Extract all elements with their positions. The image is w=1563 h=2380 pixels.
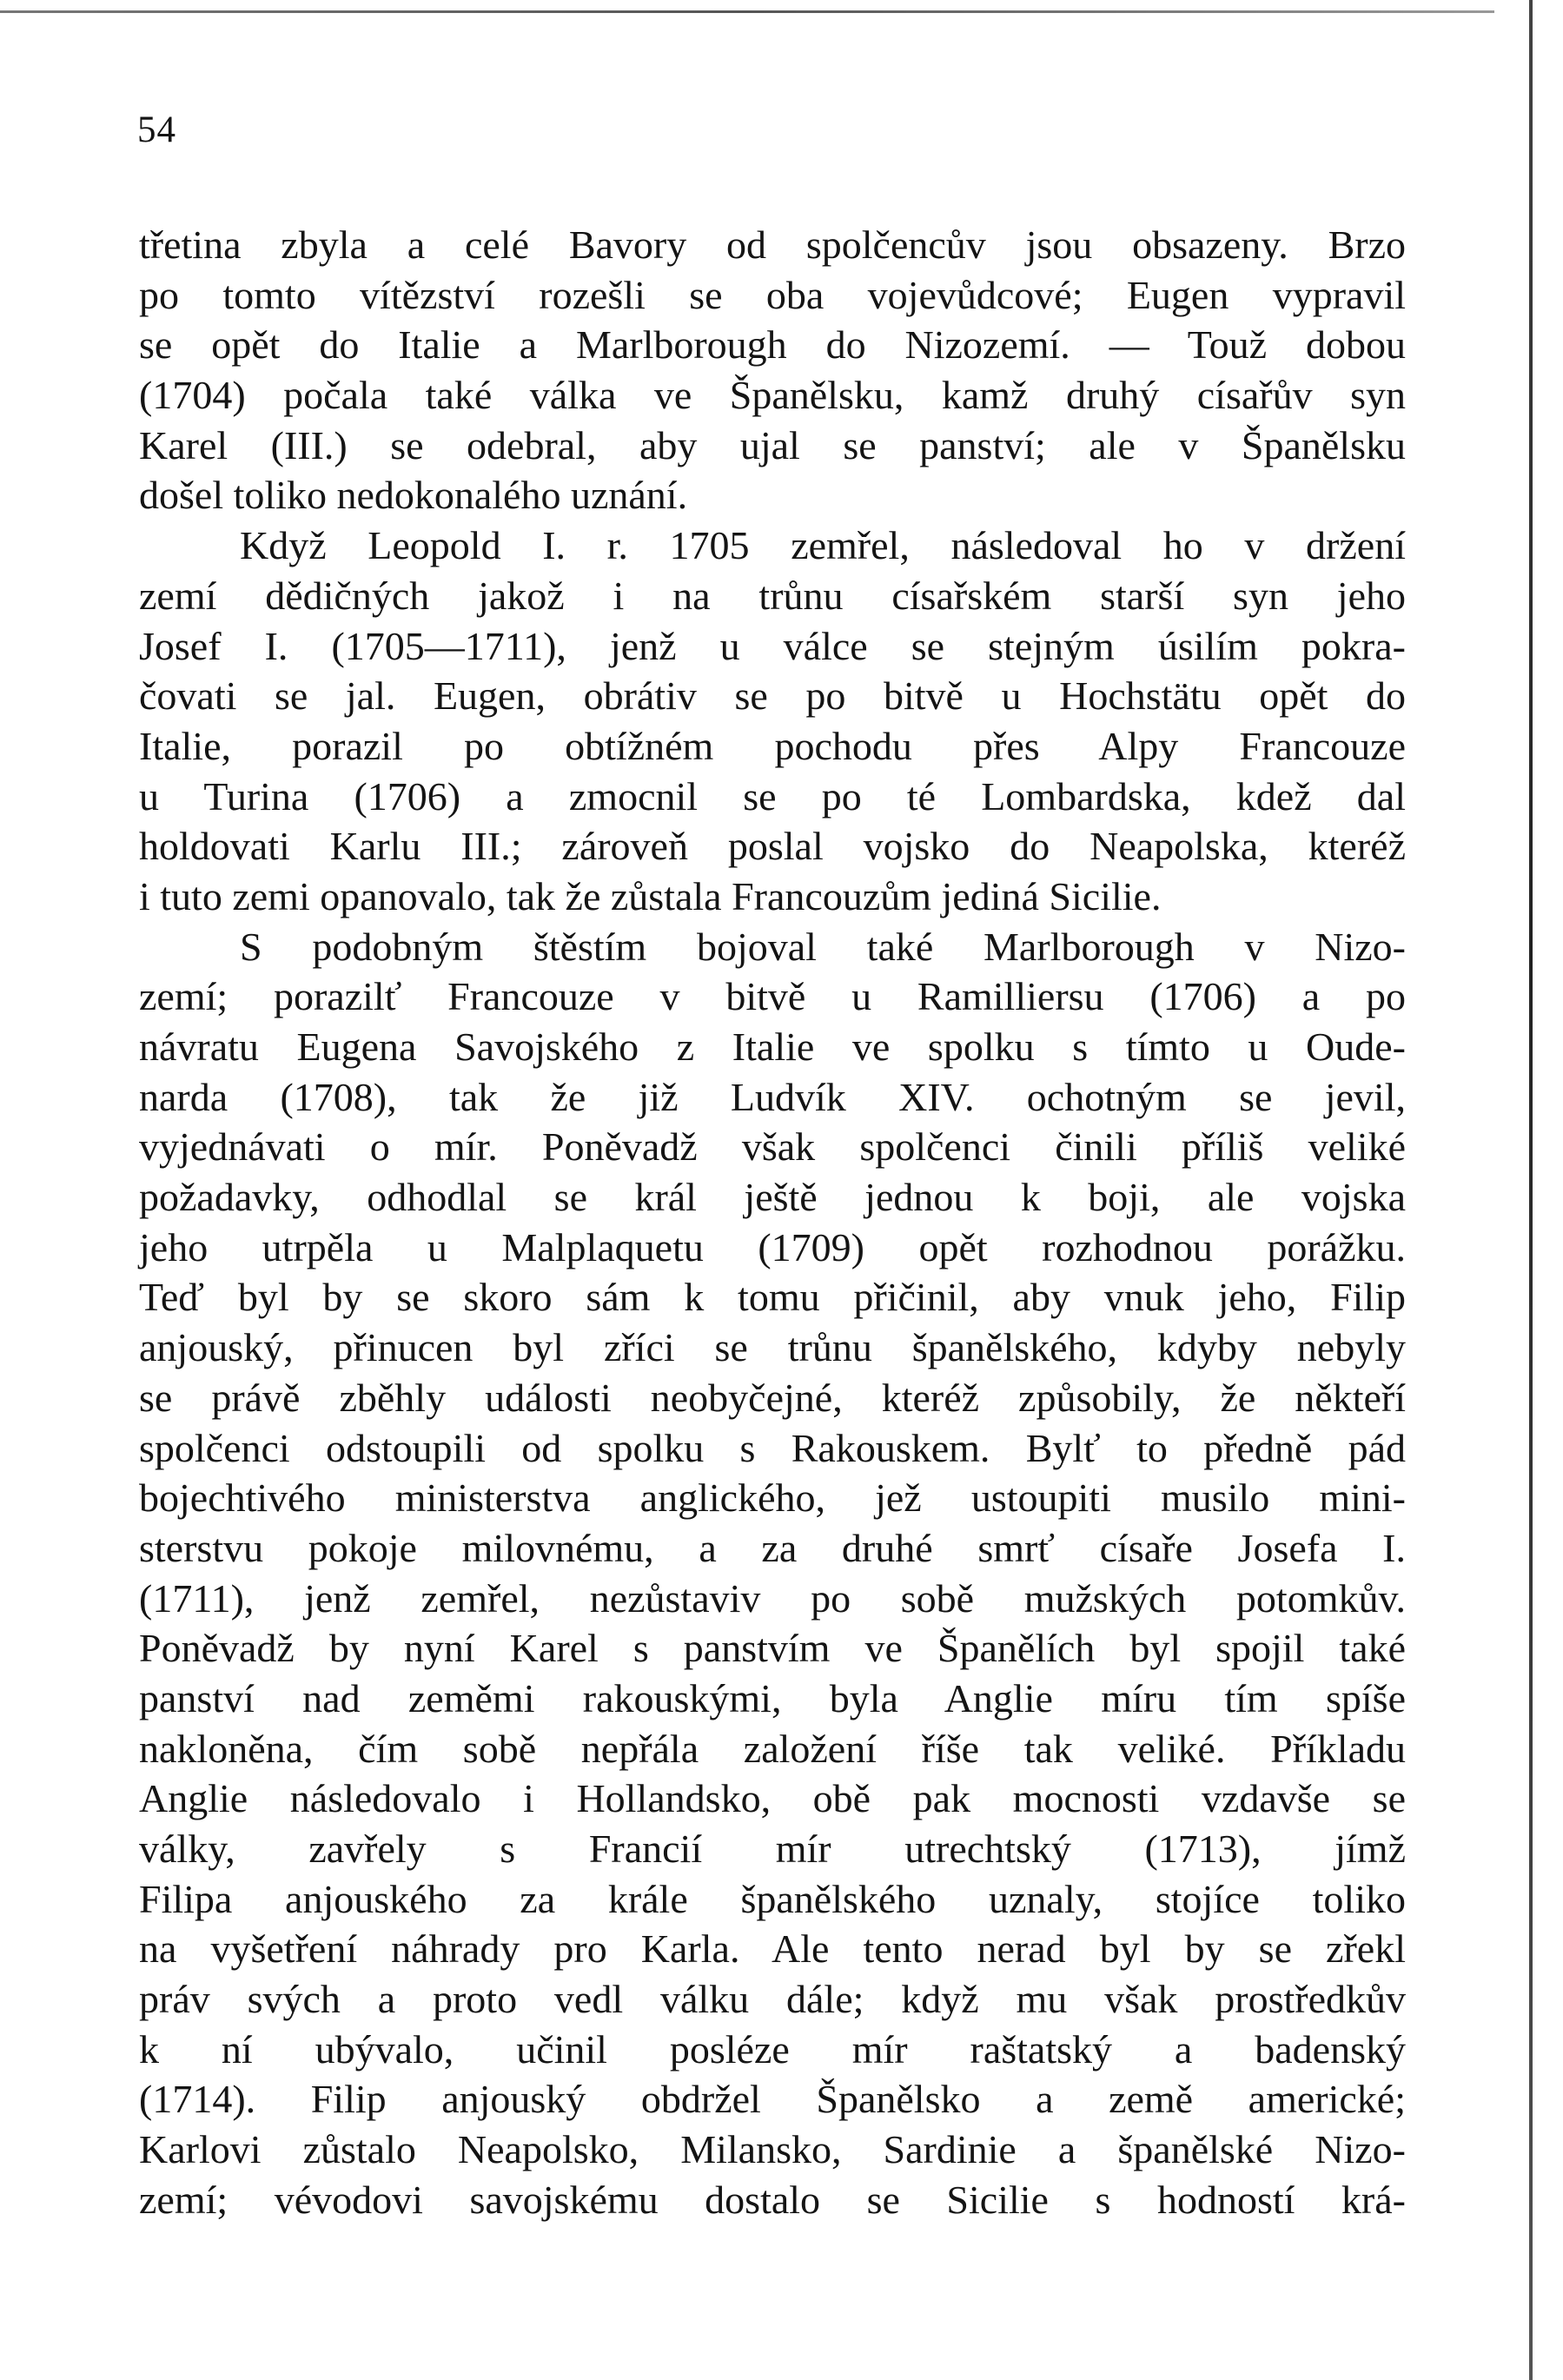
page-number: 54	[137, 109, 176, 150]
text-line: čovati se jal. Eugen, obrátiv se po bitvě u Hochstätu opět do	[139, 673, 1406, 719]
text-line: k ní ubývalo, učinil posléze mír raštatský a badenský	[139, 2026, 1406, 2072]
text-line: (1711), jenž zemřel, nezůstaviv po sobě mužských potomkův.	[139, 1575, 1406, 1621]
text-line: Filipa anjouského za krále španělského uznaly, stojíce toliko	[139, 1876, 1406, 1921]
text-line: spolčenci odstoupili od spolku s Rakouskem. Bylť to předně pád	[139, 1425, 1406, 1470]
text-line: na vyšetření náhrady pro Karla. Ale tento nerad byl by se zřekl	[139, 1926, 1406, 1972]
text-line: práv svých a proto vedl válku dále; když mu však prostředkův	[139, 1977, 1406, 2022]
text-line: Josef I. (1705—1711), jenž u válce se stejným úsilím pokra-	[139, 623, 1406, 668]
text-line: zemí dědičných jakož i na trůnu císařském starší syn jeho	[139, 573, 1406, 618]
text-line: panství nad zeměmi rakouskými, byla Anglie míru tím spíše	[139, 1675, 1406, 1720]
text-line: návratu Eugena Savojského z Italie ve spolku s tímto u Oude-	[139, 1024, 1406, 1069]
text-line: Karlovi zůstalo Neapolsko, Milansko, Sardinie a španělské Nizo-	[139, 2127, 1406, 2172]
text-line: sterstvu pokoje milovnému, a za druhé smrť císaře Josefa I.	[139, 1525, 1406, 1570]
text-line: Italie, porazil po obtížném pochodu přes Alpy Francouze	[139, 723, 1406, 768]
text-line: (1714). Filip anjouský obdržel Španělsko a země americké;	[139, 2077, 1406, 2122]
text-line: anjouský, přinucen byl zříci se trůnu španělského, kdyby nebyly	[139, 1325, 1406, 1370]
text-line: bojechtivého ministerstva anglického, jež ustoupiti musilo mini-	[139, 1475, 1406, 1521]
text-line: nakloněna, čím sobě nepřála založení říše tak veliké. Příkladu	[139, 1726, 1406, 1771]
text-line: (1704) počala také válka ve Španělsku, kamž druhý císařův syn	[139, 373, 1406, 418]
text-line: Anglie následovalo i Hollandsko, obě pak mocnosti vzdavše se	[139, 1776, 1406, 1821]
text-line: vyjednávati o mír. Poněvadž však spolčenci činili příliš veliké	[139, 1124, 1406, 1170]
text-line: třetina zbyla a celé Bavory od spolčencův jsou obsazeny. Brzo	[139, 222, 1406, 267]
text-line: Teď byl by se skoro sám k tomu přičinil, aby vnuk jeho, Filip	[139, 1275, 1406, 1320]
body-text	[139, 220, 1406, 2225]
scan-top-edge	[0, 10, 1494, 13]
text-line: holdovati Karlu III.; zároveň poslal vojsko do Neapolska, kteréž	[139, 824, 1406, 869]
text-line: zemí; vévodovi savojskému dostalo se Sicilie s hodností krá-	[139, 2177, 1406, 2222]
text-line: Poněvadž by nyní Karel s panstvím ve Španělích byl spojil také	[139, 1626, 1406, 1671]
text-line: Karel (III.) se odebral, aby ujal se panství; ale v Španělsku	[139, 422, 1406, 467]
text-line: se opět do Italie a Marlborough do Nizozemí. — Touž dobou	[139, 322, 1406, 368]
text-line: narda (1708), tak že již Ludvík XIV. ochotným se jevil,	[139, 1074, 1406, 1119]
text-line: Když Leopold I. r. 1705 zemřel, následoval ho v držení	[240, 523, 1406, 568]
text-line: i tuto zemi opanovalo, tak že zůstala Francouzům jediná Sicilie.	[139, 873, 1162, 918]
text-line: došel toliko nedokonalého uznání.	[139, 473, 688, 518]
text-line: se právě zběhly události neobyčejné, kteréž způsobily, že někteří	[139, 1375, 1406, 1420]
text-line: požadavky, odhodlal se král ještě jednou k boji, ale vojska	[139, 1175, 1406, 1220]
text-line: u Turina (1706) a zmocnil se po té Lombardska, kdež dal	[139, 773, 1406, 819]
scan-right-edge	[1529, 0, 1533, 2380]
text-line: S podobným štěstím bojoval také Marlborough v Nizo-	[240, 924, 1406, 969]
text-line: války, zavřely s Francií mír utrechtský (1713), jímž	[139, 1826, 1406, 1871]
text-line: po tomto vítězství rozešli se oba vojevůdcové; Eugen vypravil	[139, 272, 1406, 317]
text-line: zemí; porazilť Francouze v bitvě u Ramilliersu (1706) a po	[139, 974, 1406, 1019]
text-line: jeho utrpěla u Malplaquetu (1709) opět rozhodnou porážku.	[139, 1224, 1406, 1270]
